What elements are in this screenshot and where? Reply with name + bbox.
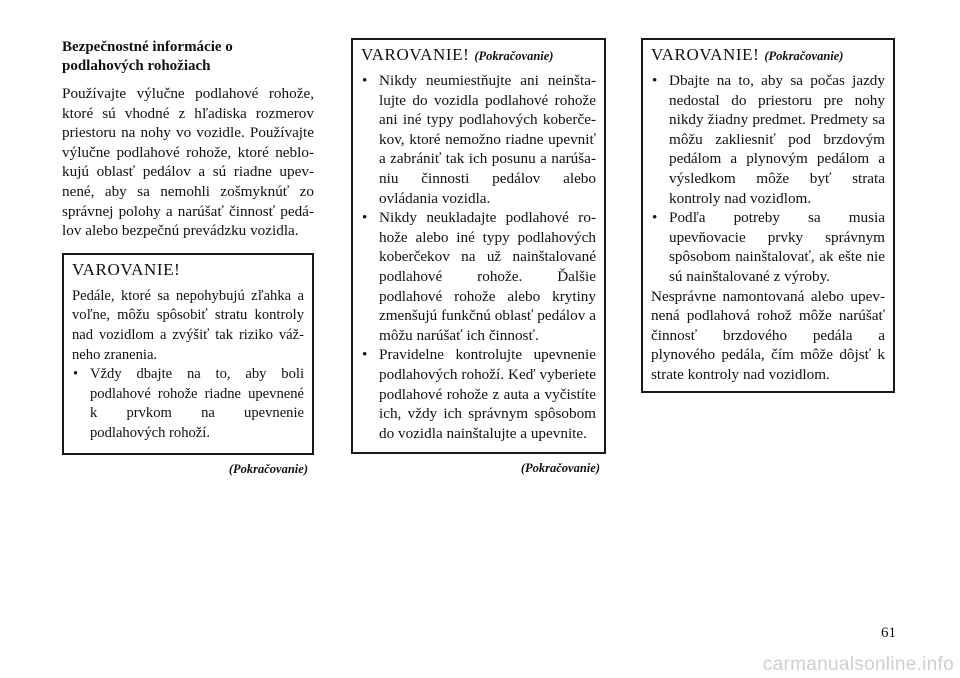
bullet-item — [361, 208, 596, 345]
bullet-item — [361, 71, 596, 208]
bullet-icon: • — [652, 209, 658, 227]
bullet-text: Nikdy neumiestňujte ani neinštalujte do vozidla podlahové rohože ani iné typy podlahových koberčekov, ktoré nemožno riadne upevniť a zabrániť tak ich posunu a narúšaniu činnosti pedálov alebo ovládania vozidla. — [379, 72, 596, 207]
warning-label: VAROVANIE! — [72, 259, 181, 279]
warning-bullets — [72, 365, 304, 443]
bullet-icon: • — [362, 72, 368, 89]
warning-closing-text: Nesprávne namontovaná alebo upevnená podlahová rohož môže narúšať činnosť brzdového pedála a plynového pedála, čím môže dôjsť k strate kontroly nad vozidlom. — [651, 287, 885, 383]
column-middle — [351, 38, 606, 476]
section-heading — [62, 38, 314, 76]
warning-text: Pedále, ktoré sa nepohybujú zľahka a voľne, môžu spôsobiť stratu kontroly nad vozidlom a zvýšiť tak riziko vážneho zranenia. — [72, 287, 304, 363]
warning-bullets — [651, 71, 885, 287]
bullet-text: Pravidelne kontrolujte upevnenie podlahových rohoží. Keď vyberiete podlahové rohože z auta a vyčistíte ich, vždy ich správnym spôsobom do vozidla nainštalujte a upevnite. — [379, 346, 596, 442]
column-left — [62, 38, 314, 477]
page-number: 61 — [881, 625, 896, 641]
bullet-item — [361, 345, 596, 443]
warning-box — [351, 38, 606, 454]
bullet-text: Dbajte na to, aby sa počas jazdy nedostal do priestoru pre nohy nikdy žiadny predmet. Predmety sa môžu zakliesniť pod brzdovým pedálom a plynovým pedálom a výsledkom môže byť strata kontroly nad vozidlom. — [669, 72, 885, 207]
warning-label: VAROVANIE! — [361, 45, 470, 64]
warning-title — [651, 45, 885, 66]
bullet-text: Podľa potreby sa musia upevňovacie prvky správnym spôsobom nainštalovať, ak ešte nie sú nainštalované z výroby. — [669, 209, 885, 285]
watermark-logo: carmanualsonline.info — [762, 654, 954, 675]
bullet-icon: • — [73, 366, 79, 383]
warning-continued-label: (Pokračovanie) — [764, 49, 844, 63]
column-right — [641, 38, 895, 393]
warning-label: VAROVANIE! — [651, 45, 760, 64]
bullet-icon: • — [362, 209, 368, 227]
bullet-text: Nikdy neukladajte podlahové rohože alebo iné typy podlahových koberčekov na už nainštalované podlahové rohože. Ďalšie podlahové rohože alebo krytiny zmenšujú funkčnú oblasť pedálov a môžu narúšať ich činnosť. — [379, 209, 596, 344]
bullet-text: Vždy dbajte na to, aby boli podlahové rohože riadne upevnené k prvkom na upevnenie podlahových rohoží. — [90, 366, 304, 441]
bullet-icon: • — [362, 346, 368, 364]
bullet-icon: • — [652, 72, 658, 89]
warning-box — [62, 253, 314, 455]
bullet-item — [651, 71, 885, 208]
warning-bullets — [361, 71, 596, 443]
bullet-item — [72, 365, 304, 443]
warning-title — [72, 260, 304, 281]
heading-line-2: podlahových rohožiach — [62, 58, 211, 74]
bullet-item — [651, 208, 885, 286]
warning-box — [641, 38, 895, 393]
continued-note: (Pokračovanie) — [520, 461, 600, 476]
heading-line-1: Bezpečnostné informácie o — [62, 39, 233, 55]
warning-continued-label: (Pokračovanie) — [474, 49, 554, 63]
continued-note: (Pokračovanie) — [228, 461, 308, 476]
warning-title — [361, 45, 596, 66]
intro-paragraph: Používajte výlučne podlahové rohože, ktoré sú vhodné z hľadiska rozmerov priestoru na nohy vo vozidle. Používajte výlučne podlahové rohože, ktoré neblokujú oblasť pedálov a sú riadne upevnené, aby sa nemohli zošmyknúť zo správnej polohy a narúšať činnosť pedálov alebo bezpečnú prevádzku vozidla. — [62, 85, 314, 240]
